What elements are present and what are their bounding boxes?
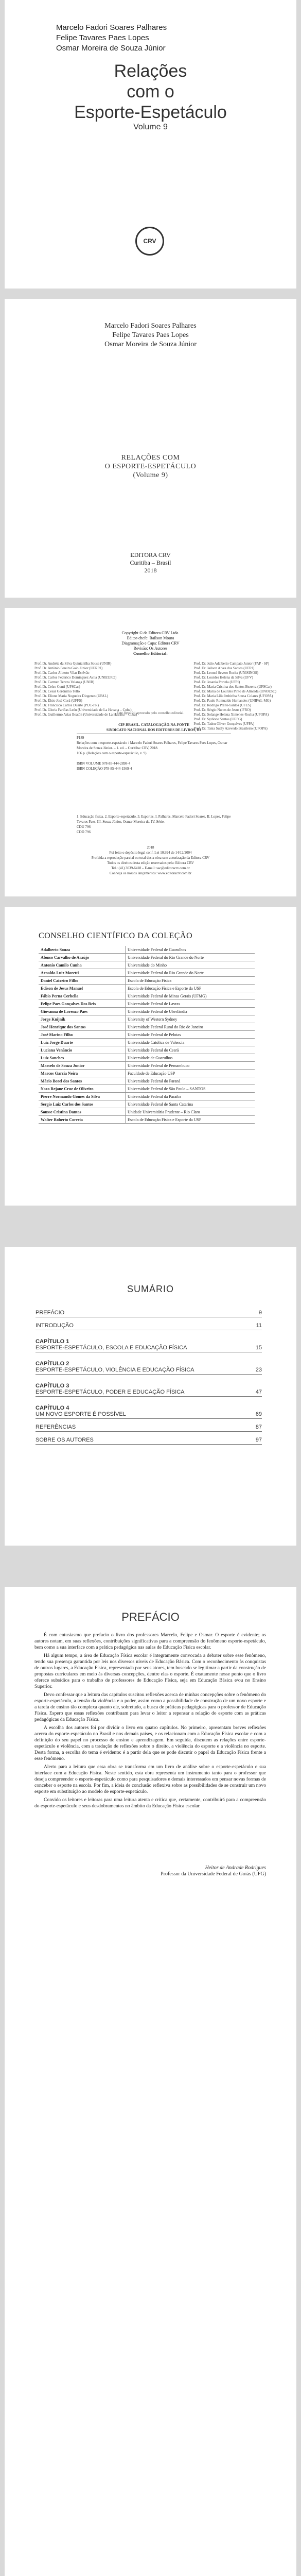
- toc-chapter-label: CAPÍTULO 1: [36, 1338, 69, 1345]
- preface-paragraph: A escolha dos autores foi por dividir o livro em quatro capítulos. No primeiro, apresentam breves reflexões acerca do esporte-espetáculo no Brasil e nos demais países, e os relacionam com a Educação Física escolar e com a definição do seu papel no processo de ensino e aprendizagem. Em seguida, discutem as relações entre esporte-espetáculo e violência, com a tradução de reflexões sobre o direito, a violência do esporte e a violência no esporte. Desta forma, a escolha do tema é evidente: é a partir dela que se pode discutir o papel da Educação Física frente a esse fenômeno.: [34, 1725, 266, 1761]
- board-member: Prof. Dr. Tania Suely Azevedo Brasileiro (UFOPA): [193, 726, 268, 731]
- council-member-name: José Marino Filho: [39, 1031, 126, 1039]
- toc-entry-title: [36, 1424, 247, 1430]
- approval-note: Este livro foi aprovado pelo conselho editorial.: [116, 711, 185, 715]
- council-member-institution: Universidade Federal de Lavras: [126, 1000, 255, 1008]
- council-member-institution: Faculdade de Educação USP: [126, 1070, 255, 1077]
- author-name: Marcelo Fadori Soares Palhares: [56, 23, 167, 32]
- toc-entry[interactable]: [36, 1309, 262, 1317]
- toc-entry[interactable]: [36, 1337, 262, 1352]
- board-member: Prof. Dr. Lourdes Helena da Silva (UFV): [193, 675, 253, 680]
- council-member-institution: Universidade Federal de São Paulo – SANTOS: [126, 1085, 255, 1093]
- toc-entry-title: [36, 1361, 247, 1373]
- preface-signature: [34, 1865, 266, 1877]
- cip-line: ISBN COLEÇÃO 978-85-444-1569-4: [77, 767, 132, 771]
- council-member-name: Felipe Paes Gonçalves Dos Reis: [39, 1000, 126, 1008]
- editorial-board-right: [193, 662, 276, 731]
- council-member-name: Luiz Jorge Duarte: [39, 1039, 126, 1046]
- council-row: [39, 1054, 255, 1062]
- council-row: [39, 1023, 255, 1031]
- cip-heading: SINDICATO NACIONAL DOS EDITORES DE LIVROS, RJ: [106, 728, 202, 732]
- council-row: [39, 1015, 255, 1023]
- index-line: CDD 796: [77, 830, 91, 834]
- council-row: [39, 1085, 255, 1093]
- copyright-page: [5, 608, 296, 896]
- toc-entry[interactable]: [36, 1382, 262, 1397]
- board-member: Prof. Dr. Elione Maria Nogueira Diogenes (UFAL): [34, 694, 108, 698]
- cip-line: ISBN VOLUME 978-85-444-2898-4: [77, 761, 131, 766]
- council-row: [39, 992, 255, 1000]
- signature-affiliation: Professor da Universidade Federal de Goiás (UFG): [161, 1871, 266, 1877]
- editorial-board: [34, 662, 276, 731]
- footer-line: Todos os direitos desta edição reservados pela: Editora CRV: [107, 861, 194, 865]
- cip-block: [77, 722, 231, 771]
- index-line: 1. Educação física. 2. Esporte-espetáculo. 3. Esportes. I. Palhares, Marcelo Fadori Soares. II. Lopes, Felipe Tavares Paes. III. Souza Júnior, Osmar Moreira de. IV. Série.: [77, 815, 231, 824]
- council-row: [39, 1046, 255, 1054]
- board-member: Prof. Dr. Maria Lília Imbiriba Sousa Colares (UFOPA): [193, 694, 273, 698]
- council-member-institution: Universidade de Guarulhos: [126, 1054, 255, 1062]
- toc-list: [36, 1304, 262, 1445]
- council-row: [39, 1077, 255, 1085]
- council-member-institution: Universidade Federal da Paraíba: [126, 1093, 255, 1100]
- council-member-institution: Universidade Federal de Pernambuco: [126, 1062, 255, 1070]
- board-member: Prof. Dr. Francisco Carlos Duarte (PUC-PR): [34, 703, 99, 707]
- council-member-institution: University of Western Sydney: [126, 1015, 255, 1023]
- council-member-name: Afonso Carvalho de Araújo: [39, 954, 126, 961]
- council-member-institution: Universidade Federal de Minas Gerais (UFMG): [126, 992, 255, 1000]
- copyright-line: Conselho Editorial:: [133, 651, 168, 656]
- footer-line: Proibida a reprodução parcial ou total desta obra sem autorização da Editora CRV: [91, 856, 210, 860]
- preface-paragraph: Convido os leitores e leitoras para uma leitura atenta e crítica que, certamente, contribuirá para a compreensão do esporte-espetáculo e seus desdobramentos no âmbito da Educação Física escolar.: [34, 1797, 266, 1809]
- council-member-institution: Universidade Federal de Pelotas: [126, 1031, 255, 1039]
- copyright-line: Copyright © da Editora CRV Ltda.: [121, 631, 180, 635]
- council-row: [39, 1031, 255, 1039]
- toc-title-text: ESPORTE-ESPETÁCULO, PODER E EDUCAÇÃO FÍSICA: [36, 1389, 185, 1395]
- toc-title-text: INTRODUÇÃO: [36, 1323, 74, 1329]
- council-member-institution: Universidade Federal do Rio Grande do Norte: [126, 954, 255, 961]
- cover-volume: Volume 9: [133, 123, 168, 131]
- toc-chapter-label: CAPÍTULO 3: [36, 1383, 69, 1389]
- title-line: O ESPORTE-ESPETÁCULO: [104, 463, 197, 470]
- toc-page-number: 97: [255, 1437, 262, 1443]
- board-member: Prof. Dr. Élsio José Corá (UFFS): [34, 699, 82, 703]
- council-member-institution: Universidade Federal do Ceará: [126, 1046, 255, 1054]
- toc-entry[interactable]: [36, 1360, 262, 1375]
- council-row: [39, 1093, 255, 1100]
- copyright-footer: [5, 845, 296, 876]
- toc-entry-title: [36, 1338, 247, 1351]
- toc-entry-title: [36, 1310, 247, 1316]
- cover-page: [5, 0, 296, 289]
- preface-body: [34, 1632, 266, 1811]
- council-row: [39, 1070, 255, 1077]
- council-member-institution: Universidade Federal de Guarulhos: [126, 946, 255, 954]
- council-page: [5, 907, 296, 1206]
- council-member-name: Daniel Caixeiro Filho: [39, 977, 126, 985]
- council-member-name: Sousse Cristina Dantas: [39, 1108, 126, 1116]
- council-member-name: Pierre Normando Gomes da Silva: [39, 1093, 126, 1100]
- author-name: Felipe Tavares Paes Lopes: [112, 331, 189, 339]
- title-page-authors: [5, 321, 296, 349]
- council-member-name: Marcos Garcia Neira: [39, 1070, 126, 1077]
- council-row: [39, 1039, 255, 1046]
- council-row: [39, 1008, 255, 1015]
- board-member: Prof. Dr. Paulo Romualdo Hernandes (UNIFAL-MG): [193, 699, 271, 703]
- council-row: [39, 1000, 255, 1008]
- preface-page: [5, 1587, 296, 2576]
- board-member: Prof. Dr. João Adalberto Campato Junior (FAP - SP): [193, 662, 270, 666]
- preface-paragraph: Alerto para a leitura que essa obra se transforma em um livro de análise sobre o esporte-espetáculo e sua interface com a Educação Física. Neste sentido, esta obra representa um instrumento tanto para o professor que deseja compreender o esporte-espetáculo como para pesquisadores e demais interessados em pensar novas formas de conceber o esporte na escola. Por fim, a ideia de conclusão reflexiva sobre as possibilidades de se construir um novo esporte em substituição ao modelo de esporte-espetáculo.: [34, 1764, 266, 1794]
- board-member: Prof. Dr. Leonel Severo Rocha (UNISINOS): [193, 671, 258, 675]
- toc-entry-title: [36, 1323, 247, 1329]
- council-member-name: Antonio Camilo Cunha: [39, 961, 126, 969]
- board-member: Prof. Dr. Carlos Alberto Vilar Estêvão: [34, 671, 90, 675]
- preface-paragraph: Devo confessar que a leitura das capítulos suscitou reflexões acerca de minhas concepções sobre o fenômeno do esporte-espetáculo, a tensão da violência e o poder, assim como a possibilidade de construção de um novo esporte e a tarefa de ensino tão complexa quanto ele, sobretudo, a busca de práticas pedagógicas para o professor de Educação Física. Espero que essas reflexões contribuam para levar o leitor a repensar a relação do esporte com as práticas pedagógicas da Educação Física.: [34, 1692, 266, 1722]
- board-member: Prof. Dr. Maria Cristina dos Santos Bezerra (UFSCar): [193, 685, 272, 689]
- council-member-name: José Henrique dos Santos: [39, 1023, 126, 1031]
- board-member: Prof. Dr. Tadeu Oliver Gonçalves (UFPA): [193, 722, 254, 726]
- toc-entry-title: [36, 1437, 247, 1443]
- copyright-line: Diagramação e Capa: Editora CRV: [121, 641, 180, 646]
- board-member: Prof. Dr. Cesar Gerónimo Tello: [34, 689, 80, 693]
- cover-authors: [56, 23, 167, 54]
- council-member-institution: Universidade do Minho: [126, 961, 255, 969]
- copyright-head: [5, 631, 296, 656]
- title-page-publisher: [5, 551, 296, 574]
- author-name: Marcelo Fadori Soares Palhares: [104, 322, 197, 330]
- council-row: [39, 946, 255, 954]
- footer-line: 2018: [147, 845, 154, 850]
- toc-chapter-label: CAPÍTULO 4: [36, 1405, 69, 1411]
- toc-entry-title: [36, 1405, 247, 1417]
- publisher-logo: [135, 227, 164, 256]
- toc-title-text: UM NOVO ESPORTE É POSSÍVEL: [36, 1411, 126, 1417]
- council-row: [39, 1100, 255, 1108]
- board-member: Prof. Dr. Andréia da Silva Quintanilha Sousa (UNIR): [34, 662, 112, 666]
- council-member-institution: Escola de Educação Física e Esporte da USP: [126, 985, 255, 992]
- council-member-institution: Universidade Federal de Uberlândia: [126, 1008, 255, 1015]
- title-line: RELAÇÕES COM: [121, 454, 180, 462]
- toc-page-number: 87: [255, 1424, 262, 1430]
- toc-entry[interactable]: [36, 1404, 262, 1419]
- council-member-name: Adalberto Souza: [39, 946, 126, 954]
- board-member: Prof. Dr. Sérgio Nunes de Jesus (IFRO): [193, 708, 251, 712]
- cip-line: Relações com o esporte-espetáculo / Marcelo Fadori Soares Palhares, Felipe Tavares Paes Lopes, Osmar Moreira de Souza Júnior. – 1. ed. – Curitiba: CRV, 2018.: [77, 741, 227, 750]
- council-member-name: Walter Roberto Correia: [39, 1116, 126, 1124]
- cip-line: 106 p. (Relações com o esporte-espetáculo, v. 9): [77, 751, 147, 755]
- board-member: Prof. Dr. Sydione Santos (UEPG): [193, 717, 242, 721]
- toc-title-text: SOBRE OS AUTORES: [36, 1437, 94, 1443]
- council-member-name: Jorge Knijnik: [39, 1015, 126, 1023]
- title-line: (Volume 9): [133, 471, 168, 479]
- footer-line: Foi feito o depósito legal conf. Lei 10.994 de 14/12/2004: [109, 851, 192, 855]
- council-member-name: Mário Borel dos Santos: [39, 1077, 126, 1085]
- toc-title-text: ESPORTE-ESPETÁCULO, VIOLÊNCIA E EDUCAÇÃO FÍSICA: [36, 1367, 194, 1373]
- council-member-institution: Universidade Federal do Rio Grande do Norte: [126, 969, 255, 977]
- toc-title-text: PREFÁCIO: [36, 1310, 65, 1316]
- board-member: Prof. Dr. Josania Portela (UFPI): [193, 680, 240, 684]
- board-member: Prof. Dr. Antônio Pereira Gaio Júnior (UFRRJ): [34, 666, 103, 670]
- council-table: [39, 946, 255, 1124]
- council-row: [39, 1116, 255, 1124]
- board-member: Prof. Dr. Carlos Federico Dominguez Avila (UNIEURO): [34, 675, 117, 680]
- cover-title-line: com o: [127, 82, 174, 101]
- council-member-name: Edison de Jesus Manuel: [39, 985, 126, 992]
- board-member: Prof. Dr. Jailson Alves dos Santos (UFRJ): [193, 666, 255, 670]
- board-member: Prof. Dr. Maria de Lourdes Pinto de Almeida (UNOESC): [193, 689, 276, 693]
- council-member-name: Nara Rejane Cruz de Oliveira: [39, 1085, 126, 1093]
- board-member: Prof. Dr. Celso Conti (UFSCar): [34, 685, 80, 689]
- board-member: Prof. Dr. Solange Helena Ximenes-Rocha (UFOPA): [193, 713, 269, 717]
- copyright-line: Editor-chefe: Railson Moura: [127, 636, 174, 640]
- council-row: [39, 977, 255, 985]
- title-page: [5, 299, 296, 598]
- council-member-institution: Universidade Católica de Valencia: [126, 1039, 255, 1046]
- toc-page-number: 69: [255, 1411, 262, 1417]
- title-page-title: [5, 453, 296, 480]
- signature-name: Heitor de Andrade Rodrigues: [205, 1865, 266, 1871]
- toc-page-number: 11: [256, 1323, 262, 1329]
- publisher-logo-text: CRV: [143, 238, 156, 245]
- council-member-name: Sergio Luiz Carlos dos Santos: [39, 1100, 126, 1108]
- preface-heading: PREFÁCIO: [121, 1611, 180, 1623]
- board-member: Prof. Dr. Guillermo Arias Beatón (Universidade de La Havana – Cuba): [34, 713, 137, 717]
- toc-title-text: ESPORTE-ESPETÁCULO, ESCOLA E EDUCAÇÃO FÍSICA: [36, 1345, 187, 1351]
- council-heading: CONSELHO CIENTÍFICO DA COLEÇÃO: [39, 931, 192, 940]
- board-member: Prof. Dr. Rodrigo Pratte-Santos (UFES): [193, 703, 252, 707]
- board-member: Prof. Dr. Carmen Tereza Velanga (UNIR): [34, 680, 95, 684]
- toc-page-number: 9: [258, 1310, 262, 1316]
- toc-page-number: 47: [255, 1389, 262, 1395]
- publisher-line: EDITORA CRV: [130, 551, 171, 558]
- toc-entry[interactable]: [36, 1423, 262, 1432]
- toc-entry[interactable]: [36, 1321, 262, 1330]
- council-member-institution: Universidade Federal do Paraná: [126, 1077, 255, 1085]
- council-member-institution: Escola de Educação Física e Esporte da USP: [126, 1116, 255, 1124]
- cover-title-line: Esporte-Espetáculo: [74, 103, 227, 122]
- council-member-institution: Escola de Educação Física: [126, 977, 255, 985]
- council-member-name: Giovanna de Lorenzo Paes: [39, 1008, 126, 1015]
- cip-heading: CIP-BRASIL. CATALOGAÇÃO-NA-FONTE: [118, 723, 189, 727]
- cover-title: [5, 61, 296, 123]
- author-name: Osmar Moreira de Souza Júnior: [56, 44, 166, 53]
- council-member-name: Luciana Venâncio: [39, 1046, 126, 1054]
- subject-index: [77, 814, 231, 835]
- toc-entry[interactable]: [36, 1436, 262, 1445]
- index-line: CDU 796: [77, 825, 91, 829]
- council-row: [39, 1108, 255, 1116]
- council-member-institution: Universidade Federal Rural do Rio de Janeiro: [126, 1023, 255, 1031]
- toc-entry-title: [36, 1383, 247, 1395]
- footer-line: Tel.: (41) 3039-6418 – E-mail: sac@editoracrv.com.br: [111, 866, 190, 870]
- cip-line: [77, 756, 231, 761]
- preface-paragraph: Há algum tempo, a área de Educação Física escolar é integramente convocada a debater sobre esse fenômeno, tendo sua presença garantida por leis nos diversos níveis de Educação Básica. Com o reconhecimento às conquistas de outros lugares, a Educação Física, representada por seus atores, tem buscado se legitimar a partir da construção de propostas curriculares em meio às diversas concepções, dentre elas o esporte. É exatamente nesse ponto que o livro oferece subsídios para o trabalho de professores de Educação Física, seja em Educação Básica e/ou no Ensino Superior.: [34, 1653, 266, 1689]
- toc-chapter-label: CAPÍTULO 2: [36, 1361, 69, 1367]
- footer-line: Conheça os nossos lançamentos: www.editoracrv.com.br: [109, 871, 192, 875]
- copyright-line: Revisão: Os Autores: [133, 646, 168, 651]
- cover-title-line: Relações: [114, 61, 187, 81]
- publisher-line: 2018: [144, 567, 157, 574]
- board-member: Prof. Dr. Gloria Fariñas León (Universidade de La Havana – Cuba): [34, 708, 132, 712]
- editorial-board-left: [34, 662, 137, 731]
- publisher-line: Curitiba – Brasil: [130, 559, 171, 566]
- toc-page-number: 23: [255, 1367, 262, 1373]
- council-row: [39, 969, 255, 977]
- toc-heading: SUMÁRIO: [127, 1284, 174, 1294]
- author-name: Osmar Moreira de Souza Júnior: [104, 341, 197, 348]
- council-member-name: Arnaldo Luiz Moretti: [39, 969, 126, 977]
- council-member-name: Marcelo de Souza Junior: [39, 1062, 126, 1070]
- council-row: [39, 954, 255, 961]
- council-member-name: Luiz Sanches: [39, 1054, 126, 1062]
- toc-page: [5, 1247, 296, 1546]
- council-member-institution: Unidade Universitária Prudente – Rio Claro: [126, 1108, 255, 1116]
- council-row: [39, 961, 255, 969]
- council-member-institution: Universidade Federal de Santa Catarina: [126, 1100, 255, 1108]
- council-member-name: Fábio Perna Cerbella: [39, 992, 126, 1000]
- council-row: [39, 985, 255, 992]
- preface-paragraph: É com entusiasmo que prefacio o livro dos professores Marcelo, Felipe e Osmar. O esporte é evidente; os autores notam, em suas reflexões, contribuições significativas para a compreensão do fenômeno esporte-espetáculo, bem como a sua interface com a prática pedagógica nas aulas de Educação Física escolar.: [34, 1632, 266, 1650]
- toc-page-number: 15: [255, 1345, 262, 1351]
- toc-title-text: REFERÊNCIAS: [36, 1424, 76, 1430]
- author-name: Felipe Tavares Paes Lopes: [56, 33, 149, 42]
- cip-line: P189: [77, 736, 84, 740]
- council-row: [39, 1062, 255, 1070]
